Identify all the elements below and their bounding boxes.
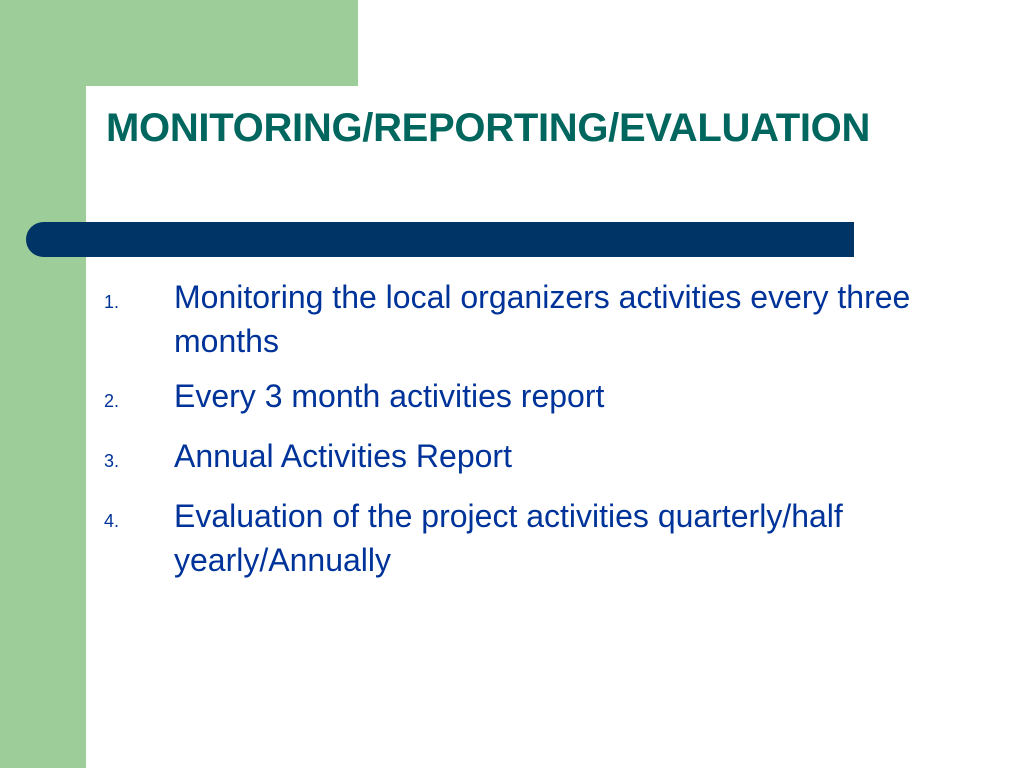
slide-title: MONITORING/REPORTING/EVALUATION <box>106 106 871 150</box>
green-top-block <box>0 0 358 86</box>
list-item-text: Monitoring the local organizers activities every three months <box>174 279 911 359</box>
list-item-number: 2. <box>104 391 120 411</box>
green-side-strip <box>0 0 86 768</box>
title-underline-bar <box>26 222 854 257</box>
list-item <box>104 275 924 363</box>
list-item-text: Evaluation of the project activities quarterly/half yearly/Annually <box>174 498 843 578</box>
list-item <box>104 374 924 423</box>
list-item-text: Every 3 month activities report <box>174 378 605 414</box>
list-item <box>104 434 924 483</box>
list-item-text: Annual Activities Report <box>174 438 512 474</box>
list-item-number: 3. <box>104 451 120 471</box>
list-item <box>104 494 924 582</box>
list-item-number: 1. <box>104 292 120 312</box>
bullet-list <box>104 275 924 593</box>
list-item-number: 4. <box>104 511 120 531</box>
